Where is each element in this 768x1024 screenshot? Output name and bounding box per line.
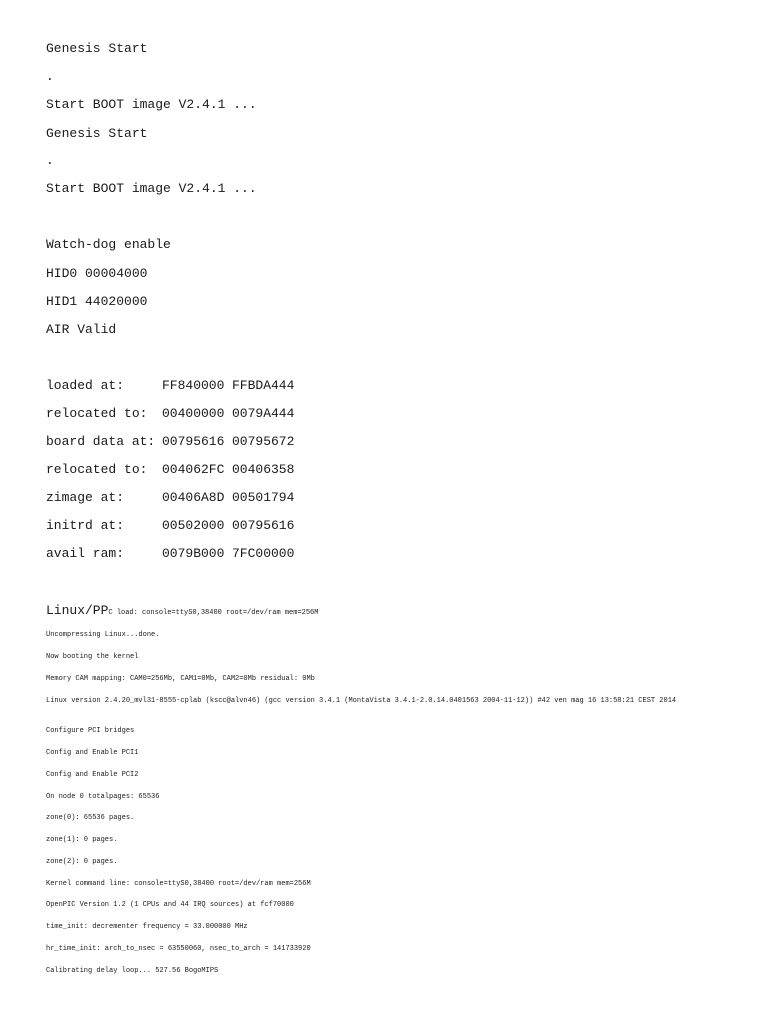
linux-load-line [46, 602, 318, 621]
boot-line: HID0 00004000 [46, 266, 148, 281]
memory-map-start: 0079B000 [162, 546, 225, 561]
memory-map-start: 00795616 [162, 434, 225, 449]
kernel-log-line: OpenPIC Version 1.2 (1 CPUs and 44 IRQ sources) at fcf70000 [46, 901, 294, 909]
memory-map-label: relocated to: [46, 406, 148, 421]
memory-map-start: 00406A8D [162, 490, 225, 505]
memory-map-label: zimage at: [46, 490, 125, 505]
kernel-log-line: zone(1): 0 pages. [46, 836, 118, 844]
memory-map-label: avail ram: [46, 546, 125, 561]
memory-map-row [46, 490, 294, 506]
boot-line: Watch-dog enable [46, 237, 171, 252]
boot-line: Start BOOT image V2.4.1 ... [46, 181, 257, 196]
kernel-log-line: Now booting the kernel [46, 653, 139, 661]
linux-load-command: C load: console=ttyS0,38400 root=/dev/ram mem=256M [108, 609, 319, 617]
memory-map-start: FF840000 [162, 378, 225, 393]
memory-map-end: 00795616 [232, 518, 295, 533]
boot-line: AIR Valid [46, 322, 117, 337]
memory-map-end: 0079A444 [232, 406, 295, 421]
kernel-log-line: Calibrating delay loop... 527.56 BogoMIPS [46, 967, 219, 975]
kernel-log-line: Linux version 2.4.20_mvl31-8555-cplab (kscc@alvn46) (gcc version 3.4.1 (MontaVista 3.4.1-2.0.14.0401563 2004-11-12)) #42 ven mag 16 13:58:21 CEST 2014 [46, 697, 677, 705]
memory-map-end: 7FC00000 [232, 546, 295, 561]
boot-line: . [46, 69, 54, 84]
memory-map-end: FFBDA444 [232, 378, 295, 393]
memory-map-start: 004062FC [162, 462, 225, 477]
memory-map-label: initrd at: [46, 518, 125, 533]
kernel-log-line: zone(2): 0 pages. [46, 858, 118, 866]
memory-map-row [46, 462, 294, 478]
memory-map-row [46, 518, 294, 534]
boot-line: Genesis Start [46, 126, 148, 141]
boot-line: Genesis Start [46, 41, 148, 56]
boot-line: . [46, 153, 54, 168]
memory-map-label: loaded at: [46, 378, 125, 393]
memory-map-end: 00795672 [232, 434, 295, 449]
kernel-log-line: hr_time_init: arch_to_nsec = 63550060, nsec_to_arch = 141733920 [46, 945, 311, 953]
memory-map-end: 00501794 [232, 490, 295, 505]
kernel-log-line: Memory CAM mapping: CAM0=256Mb, CAM1=0Mb, CAM2=0Mb residual: 0Mb [46, 675, 315, 683]
kernel-log-line: Uncompressing Linux...done. [46, 631, 160, 639]
kernel-log-line: time_init: decrementer frequency = 33.000000 MHz [46, 923, 248, 931]
memory-map-row [46, 434, 294, 450]
memory-map-row [46, 406, 294, 422]
kernel-log-line: Configure PCI bridges [46, 727, 135, 735]
memory-map-start: 00502000 [162, 518, 225, 533]
linux-load-prefix: Linux/PP [46, 603, 109, 618]
kernel-log-line: Kernel command line: console=ttyS0,38400 root=/dev/ram mem=256M [46, 880, 311, 888]
memory-map-row [46, 378, 294, 394]
memory-map-start: 00400000 [162, 406, 225, 421]
memory-map-label: relocated to: [46, 462, 148, 477]
boot-line: HID1 44020000 [46, 294, 148, 309]
kernel-log-line: Config and Enable PCI1 [46, 749, 139, 757]
memory-map-label: board data at: [46, 434, 156, 449]
memory-map-end: 00406358 [232, 462, 295, 477]
memory-map-row [46, 546, 294, 562]
kernel-log-line: On node 0 totalpages: 65536 [46, 793, 160, 801]
boot-line: Start BOOT image V2.4.1 ... [46, 97, 257, 112]
kernel-log-line: Config and Enable PCI2 [46, 771, 139, 779]
kernel-log-line: zone(0): 65536 pages. [46, 814, 135, 822]
